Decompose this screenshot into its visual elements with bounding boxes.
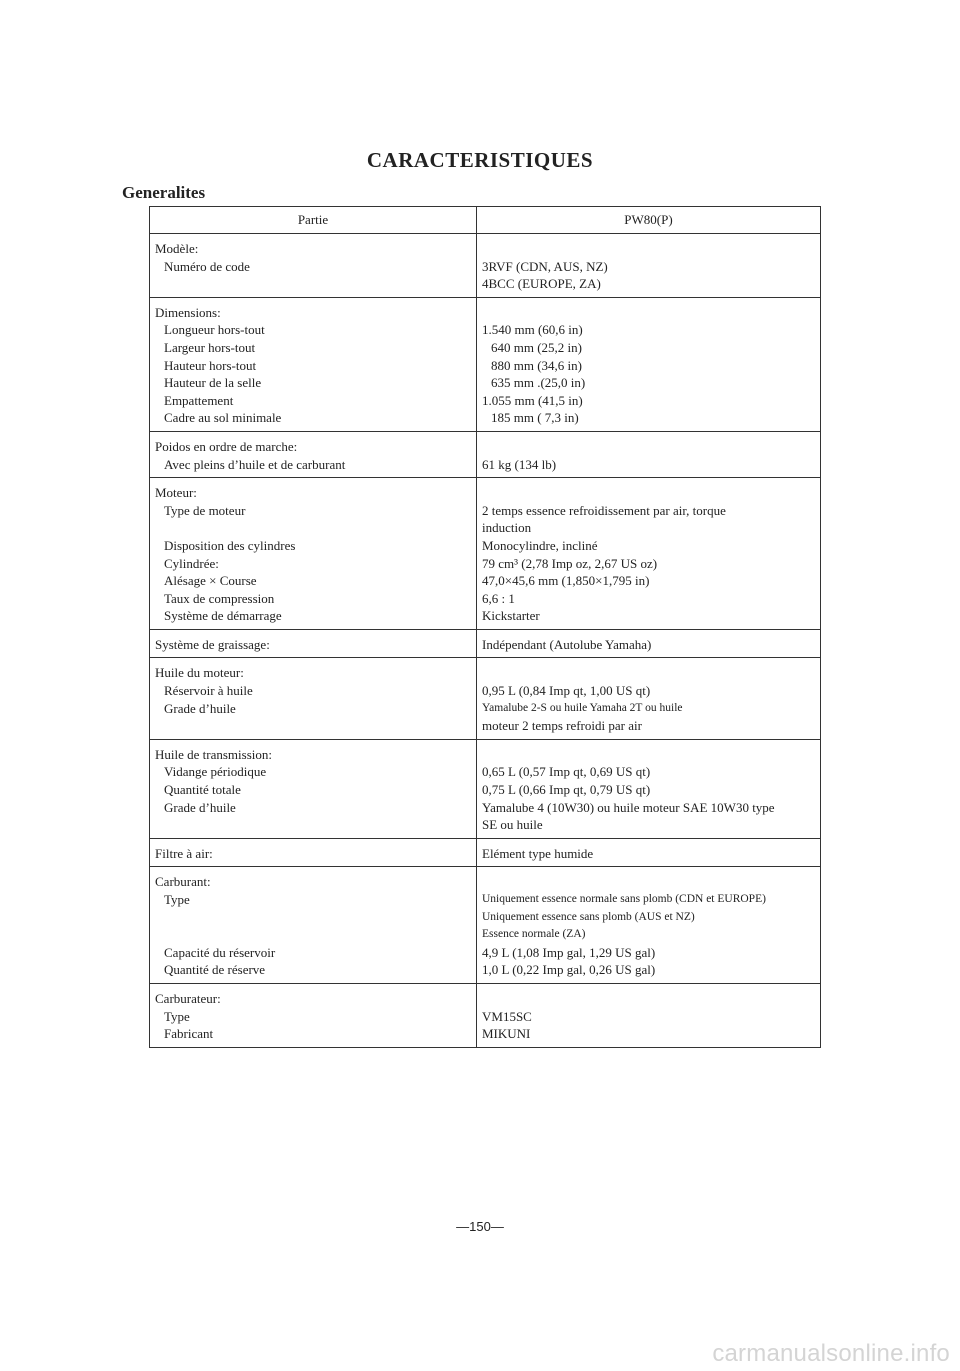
- row-value-cell: [477, 658, 821, 739]
- row-value: Yamalube 4 (10W30) ou huile moteur SAE 10W30 type: [482, 799, 775, 815]
- row-item: Numéro de code: [164, 258, 250, 274]
- row-value: 2 temps essence refroidissement par air, torque: [482, 502, 726, 518]
- row-label-cell: [150, 867, 477, 984]
- row-heading: Filtre à air:: [155, 845, 213, 861]
- row-item: Capacité du réservoir: [164, 944, 276, 960]
- page-number: —150—: [456, 1219, 504, 1234]
- row-heading: Système de graissage:: [155, 636, 270, 652]
- row-item: Vidange périodique: [164, 764, 267, 780]
- row-item: Réservoir à huile: [164, 683, 253, 699]
- row-value: 880 mm (34,6 in): [491, 357, 582, 373]
- row-value: 0,75 L (0,66 Imp qt, 0,79 US qt): [482, 782, 651, 798]
- row-value: 1,0 L (0,22 Imp gal, 0,26 US gal): [482, 962, 656, 978]
- row-label-cell: [150, 739, 477, 838]
- table-row: [150, 838, 821, 867]
- header-partie: Partie: [150, 207, 477, 234]
- row-value: Uniquement essence normale sans plomb (CDN et EUROPE): [482, 893, 766, 905]
- section-heading: Generalites: [122, 183, 206, 202]
- row-value-cell: [477, 867, 821, 984]
- row-heading: Huile de transmission:: [155, 746, 272, 762]
- row-value: 185 mm ( 7,3 in): [491, 410, 579, 426]
- row-value: 6,6 : 1: [482, 590, 515, 606]
- row-label-cell: [150, 983, 477, 1047]
- row-heading: Poidos en ordre de marche:: [155, 438, 298, 454]
- row-label-cell: [150, 431, 477, 477]
- row-item: Hauteur hors-tout: [164, 357, 257, 373]
- row-value: SE ou huile: [482, 817, 543, 833]
- row-item: Hauteur de la selle: [164, 375, 262, 391]
- table-header-row: [150, 207, 821, 234]
- row-heading: Modèle:: [155, 241, 199, 256]
- row-heading: Carburant:: [155, 874, 211, 890]
- row-item: Grade d’huile: [164, 799, 236, 815]
- row-value: 3RVF (CDN, AUS, NZ): [482, 258, 608, 274]
- row-value-cell: [477, 234, 821, 298]
- row-value: 4,9 L (1,08 Imp gal, 1,29 US gal): [482, 944, 656, 960]
- row-value: MIKUNI: [482, 1026, 531, 1042]
- row-item: Longueur hors-tout: [164, 322, 265, 338]
- row-value-cell: [477, 297, 821, 431]
- row-item: Fabricant: [164, 1026, 214, 1042]
- row-item: Empattement: [164, 392, 234, 408]
- row-item: Type: [164, 892, 190, 907]
- row-item: Système de démarrage: [164, 608, 282, 624]
- row-item: Taux de compression: [164, 590, 275, 606]
- row-item: Largeur hors-tout: [164, 339, 256, 355]
- row-value: moteur 2 temps refroidi par air: [482, 718, 642, 734]
- row-value: 1.540 mm (60,6 in): [482, 322, 583, 338]
- row-label-cell: [150, 297, 477, 431]
- row-label-cell: [150, 658, 477, 739]
- row-heading: Carburateur:: [155, 990, 221, 1006]
- row-item: Cadre au sol minimale: [164, 410, 282, 426]
- row-item: Disposition des cylindres: [164, 537, 296, 553]
- row-value: Uniquement essence sans plomb (AUS et NZ): [482, 910, 695, 923]
- row-heading: Moteur:: [155, 485, 197, 501]
- row-heading: Huile du moteur:: [155, 665, 244, 681]
- row-item: Quantité totale: [164, 782, 241, 798]
- row-value: induction: [482, 520, 532, 536]
- table-row: [150, 297, 821, 431]
- row-value: Indépendant (Autolube Yamaha): [482, 636, 652, 652]
- row-item: Type: [164, 1008, 190, 1024]
- row-value-cell: [477, 478, 821, 630]
- row-value-cell: [477, 629, 821, 658]
- table-row: [150, 867, 821, 984]
- row-label-cell: [150, 478, 477, 630]
- row-value: Elément type humide: [482, 845, 594, 861]
- row-label-cell: [150, 629, 477, 658]
- row-item: Cylindrée:: [164, 555, 219, 571]
- row-value: Kickstarter: [482, 608, 540, 624]
- row-value: 640 mm (25,2 in): [491, 339, 582, 355]
- row-item: Quantité de réserve: [164, 962, 266, 978]
- table-row: [150, 234, 821, 298]
- row-value: 61 kg (134 lb): [482, 456, 557, 472]
- row-value: Monocylindre, incliné: [482, 537, 598, 553]
- row-value: 0,65 L (0,57 Imp qt, 0,69 US qt): [482, 764, 651, 780]
- row-heading: Dimensions:: [155, 304, 221, 320]
- row-value-cell: [477, 983, 821, 1047]
- table-row: [150, 478, 821, 630]
- row-value: Essence normale (ZA): [482, 928, 586, 941]
- row-value: 1.055 mm (41,5 in): [482, 392, 583, 408]
- row-value: 4BCC (EUROPE, ZA): [482, 276, 601, 292]
- table-row: [150, 629, 821, 658]
- row-value: 47,0×45,6 mm (1,850×1,795 in): [482, 573, 650, 589]
- row-value: 0,95 L (0,84 Imp qt, 1,00 US qt): [482, 683, 651, 699]
- row-label-cell: [150, 838, 477, 867]
- row-value: VM15SC: [482, 1008, 532, 1024]
- spec-table: [149, 206, 821, 1048]
- header-model: PW80(P): [477, 207, 821, 234]
- table-row: [150, 431, 821, 477]
- row-label-cell: [150, 234, 477, 298]
- row-value: 79 cm³ (2,78 Imp oz, 2,67 US oz): [482, 555, 658, 571]
- row-value-cell: [477, 838, 821, 867]
- row-item: Alésage × Course: [164, 573, 257, 589]
- table-row: [150, 658, 821, 739]
- row-value: Yamalube 2-S ou huile Yamaha 2T ou huile: [482, 701, 683, 714]
- row-value-cell: [477, 739, 821, 838]
- row-item: Grade d’huile: [164, 700, 236, 716]
- row-value-cell: [477, 431, 821, 477]
- table-row: [150, 983, 821, 1047]
- row-value: 635 mm .(25,0 in): [491, 375, 586, 391]
- row-item: Type de moteur: [164, 502, 246, 518]
- watermark: carmanualsonline.info: [712, 1340, 950, 1367]
- table-row: [150, 739, 821, 838]
- row-item: Avec pleins d’huile et de carburant: [164, 456, 346, 472]
- page-title: CARACTERISTIQUES: [366, 148, 594, 172]
